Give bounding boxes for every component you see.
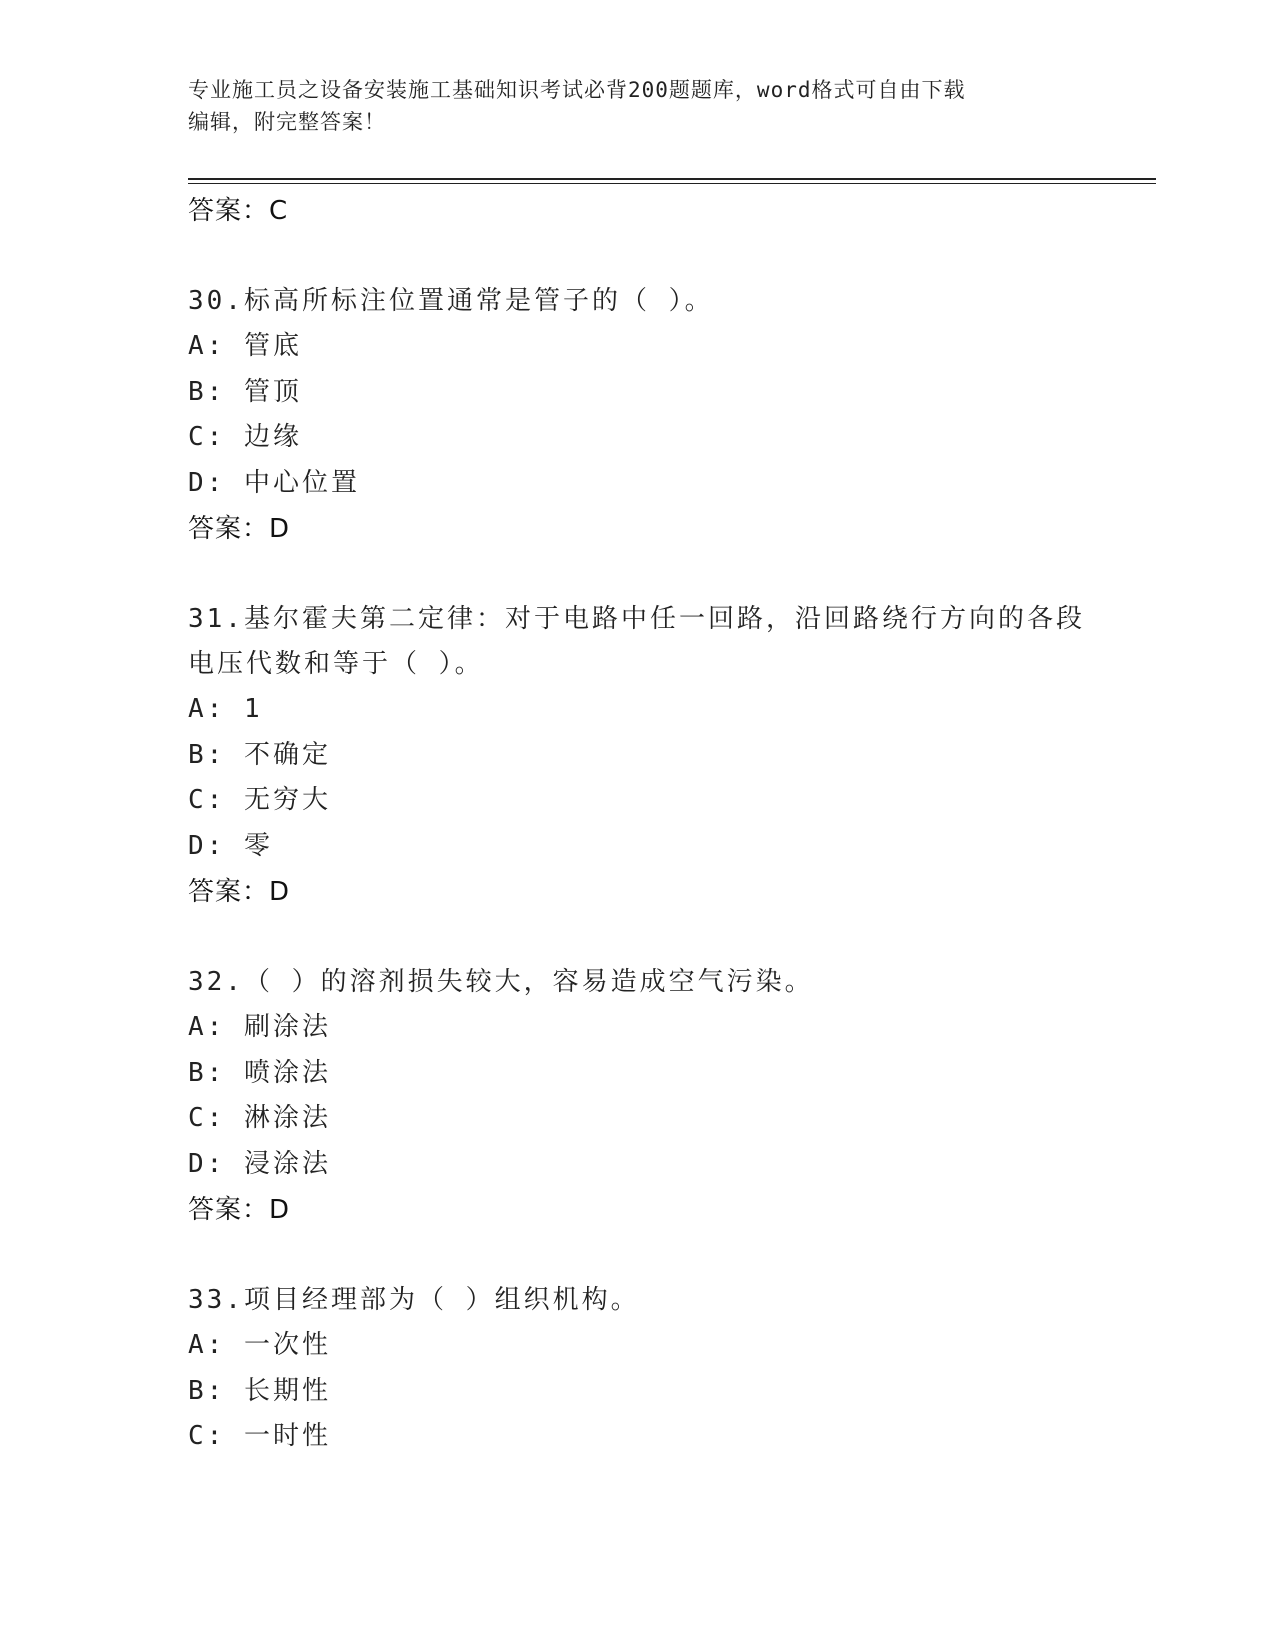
option-c — [188, 778, 1088, 824]
question-stem-continued: 电压代数和等于（ ）。 — [188, 649, 484, 679]
question-item — [188, 960, 1088, 1233]
question-item — [188, 597, 1088, 915]
option-a — [188, 324, 1088, 370]
option-text: 边缘 — [243, 422, 302, 452]
option-letter: C: — [188, 785, 226, 815]
answer-line: 答案：D — [188, 877, 291, 907]
option-letter: A: — [188, 331, 226, 361]
question-list — [188, 188, 1088, 1460]
option-a — [188, 1323, 1088, 1369]
option-b — [188, 1369, 1088, 1415]
spacer — [188, 234, 1088, 279]
option-b — [188, 370, 1088, 416]
option-text: 无穷大 — [243, 785, 331, 815]
option-c — [188, 1414, 1088, 1460]
answer-line: 答案：C — [188, 196, 289, 226]
option-letter: D: — [188, 467, 226, 498]
option-b — [188, 1051, 1088, 1097]
option-letter: D: — [188, 830, 226, 861]
option-text: 刷涂法 — [243, 1012, 331, 1042]
option-letter: C: — [188, 1421, 226, 1451]
option-text: 管底 — [243, 331, 302, 361]
page-header — [188, 74, 1088, 138]
option-letter: B: — [188, 1057, 226, 1088]
option-text: 淋涂法 — [243, 1103, 331, 1133]
option-text: 一次性 — [243, 1330, 331, 1360]
option-text: 中心位置 — [243, 467, 360, 498]
header-line-2: 编辑，附完整答案！ — [188, 110, 386, 134]
question-item — [188, 1278, 1088, 1460]
option-a — [188, 687, 1088, 733]
option-d — [188, 461, 1088, 507]
question-item — [188, 279, 1088, 552]
question-stem: 33.项目经理部为（ ）组织机构。 — [188, 1285, 640, 1315]
option-text: 喷涂法 — [243, 1057, 331, 1088]
option-letter: A: — [188, 694, 226, 724]
option-b — [188, 733, 1088, 779]
spacer — [188, 1233, 1088, 1278]
header-divider-thin — [188, 183, 1156, 184]
answer-line: 答案：D — [188, 1195, 291, 1225]
option-letter: C: — [188, 422, 226, 452]
option-text: 不确定 — [243, 739, 331, 770]
option-letter: B: — [188, 376, 226, 407]
option-letter: C: — [188, 1103, 226, 1133]
option-text: 1 — [243, 694, 263, 724]
question-stem: 31.基尔霍夫第二定律：对于电路中任一回路，沿回路绕行方向的各段 — [188, 604, 1085, 634]
option-d — [188, 1142, 1088, 1188]
option-text: 浸涂法 — [243, 1148, 331, 1179]
option-letter: A: — [188, 1012, 226, 1042]
option-d — [188, 824, 1088, 870]
option-text: 一时性 — [243, 1421, 331, 1451]
question-stem: 32.（ ）的溶剂损失较大，容易造成空气污染。 — [188, 967, 814, 997]
option-letter: B: — [188, 739, 226, 770]
question-stem: 30.标高所标注位置通常是管子的（ ）。 — [188, 286, 714, 316]
option-c — [188, 1096, 1088, 1142]
option-text: 零 — [243, 830, 273, 861]
spacer — [188, 915, 1088, 960]
option-c — [188, 415, 1088, 461]
option-a — [188, 1005, 1088, 1051]
header-line-1: 专业施工员之设备安装施工基础知识考试必背200题题库，word格式可自由下载 — [188, 78, 966, 102]
option-letter: A: — [188, 1330, 226, 1360]
option-letter: B: — [188, 1375, 226, 1406]
answer-line: 答案：D — [188, 514, 291, 544]
spacer — [188, 552, 1088, 597]
option-letter: D: — [188, 1148, 226, 1179]
header-divider — [188, 178, 1156, 180]
option-text: 管顶 — [243, 376, 302, 407]
option-text: 长期性 — [243, 1375, 331, 1406]
